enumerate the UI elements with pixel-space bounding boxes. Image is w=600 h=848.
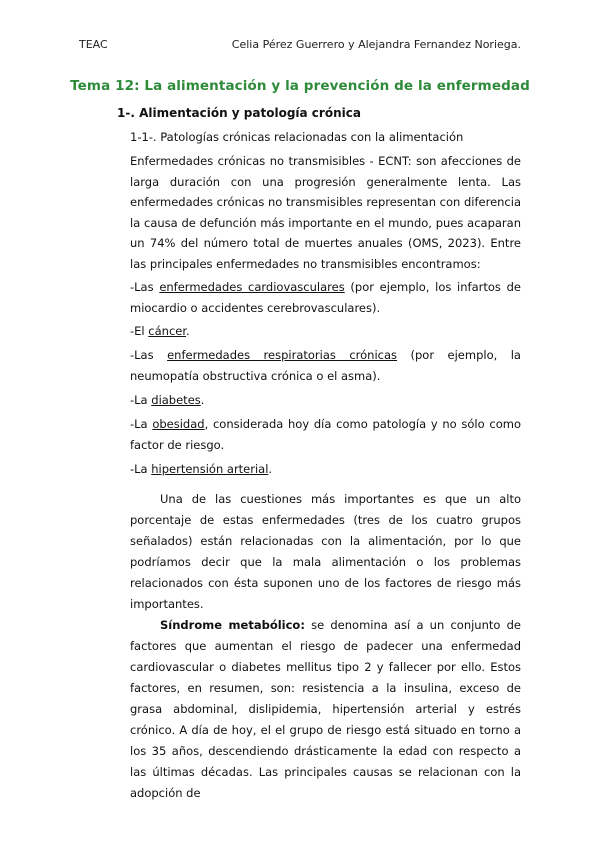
header-right: Celia Pérez Guerrero y Alejandra Fernandez Noriega. (231, 38, 521, 51)
list-term: enfermedades cardiovasculares (159, 280, 345, 294)
section-heading: 1-. Alimentación y patología crónica (117, 106, 361, 120)
list-term: cáncer (148, 324, 187, 338)
list-item-wrap (130, 459, 521, 480)
disease-list (130, 277, 521, 320)
list-term: hipertensión arterial (151, 462, 269, 476)
list-item-wrap (130, 390, 521, 411)
list-item: -El cáncer. (130, 324, 190, 338)
intro-text: Enfermedades crónicas no transmisibles - ECNT: son afecciones de larga duración con una progresión generalmente lenta. Las enfermedades crónicas no transmisibles representan con diferencia la causa de defunción más importante en el mundo, pues acaparan un 74% del número total de muertes anuales (OMS, 2023). Entre las principales enfermedades no transmisibles encontramos: (130, 154, 521, 271)
metabolic-syndrome-term: Síndrome metabólico: (160, 618, 305, 632)
list-term: obesidad (152, 417, 205, 431)
page-title: Tema 12: La alimentación y la prevención de la enfermedad (70, 78, 530, 94)
paragraph-2-text: Síndrome metabólico: se denomina así a un conjunto de factores que aumentan el riesgo de padecer una enfermedad cardiovascular o diabetes mellitus tipo 2 y fallecer por ello. Estos factores, en resumen, son: resistencia a la insulina, exceso de grasa abdominal, dislipidemia, hipertensión arterial y estrés crónico. A día de hoy, el el grupo de riesgo está situado en torno a los 35 años, descendiendo drásticamente la edad con respecto a las últimas décadas. Las principales causas se relacionan con la adopción de (130, 618, 521, 800)
list-item: -La diabetes. (130, 393, 205, 407)
list-item-wrap (130, 414, 521, 455)
header-left: TEAC (79, 38, 108, 51)
list-item: -Las enfermedades cardiovasculares (por ejemplo, los infartos de miocardio o accidentes cerebrovasculares). (130, 280, 521, 315)
paragraph-1-text: Una de las cuestiones más importantes es que un alto porcentaje de estas enfermedades (tres de los cuatro grupos señalados) están relacionadas con la alimentación, por lo que podríamos decir que la mala alimentación o los problemas relacionados con ésta suponen uno de los factores de riesgo más importantes. (130, 492, 521, 611)
subsection-heading: 1-1-. Patologías crónicas relacionadas con la alimentación (130, 130, 464, 144)
list-item-wrap (130, 345, 521, 386)
list-item-wrap (130, 321, 521, 342)
paragraph-1 (130, 489, 521, 615)
list-term: diabetes (151, 393, 201, 407)
intro-paragraph (130, 151, 521, 274)
list-term: enfermedades respiratorias crónicas (167, 348, 398, 362)
list-item: -La obesidad, considerada hoy día como patología y no sólo como factor de riesgo. (130, 417, 521, 452)
list-item: -La hipertensión arterial. (130, 462, 273, 476)
list-item: -Las enfermedades respiratorias crónicas (por ejemplo, la neumopatía obstructiva crónica o el asma). (130, 348, 521, 383)
paragraph-2 (130, 615, 521, 804)
